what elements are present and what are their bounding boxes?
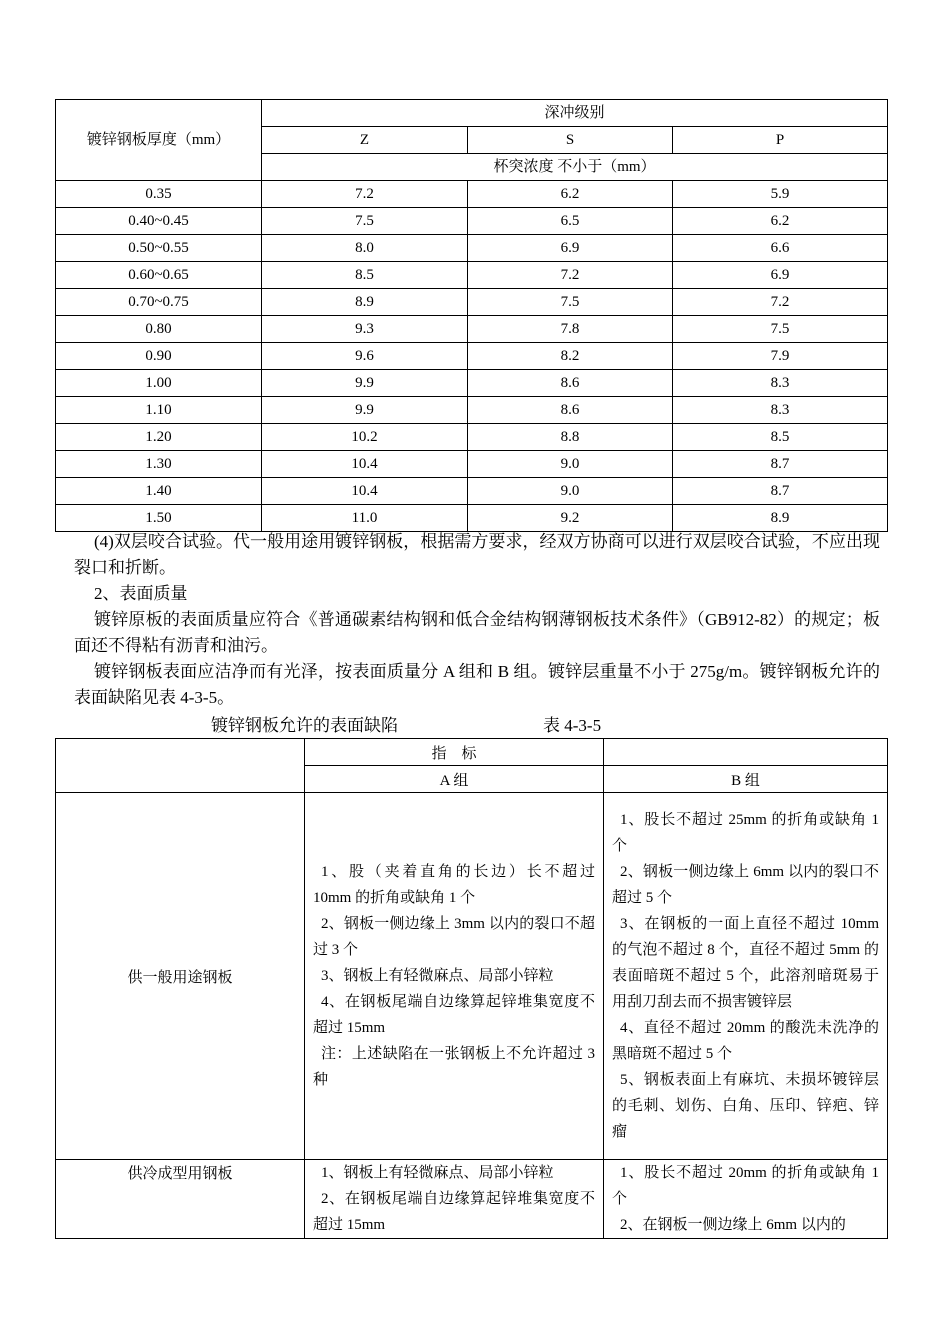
- paragraph-surface-groups: 镀锌钢板表面应洁净而有光泽，按表面质量分 A 组和 B 组。镀锌层重量不小于 275g/m。镀锌钢板允许的表面缺陷见表 4-3-5。: [74, 662, 880, 707]
- grade-p-cell: 7.9: [673, 343, 888, 370]
- table-caption-number: 表 4-3-5: [543, 716, 602, 735]
- table-row: [56, 316, 888, 343]
- indicator-header: 指 标: [305, 739, 604, 766]
- grade-p-cell: 7.2: [673, 289, 888, 316]
- defect-item: 4、直径不超过 20mm 的酸洗未洗净的黑暗斑不超过 5 个: [612, 1020, 879, 1062]
- grade-s-cell: 8.6: [468, 397, 673, 424]
- grade-p-cell: 8.3: [673, 370, 888, 397]
- defect-item: 2、在钢板尾端自边缘算起锌堆集宽度不超过 15mm: [313, 1191, 595, 1233]
- table-header-row: [56, 739, 888, 766]
- grade-s-cell: 6.2: [468, 181, 673, 208]
- table-row: [56, 1160, 888, 1239]
- grade-z-cell: 7.2: [262, 181, 468, 208]
- cold-forming-group-a-cell: [305, 1160, 604, 1239]
- table-row: [56, 262, 888, 289]
- thickness-cell: 0.40~0.45: [56, 208, 262, 235]
- thickness-cell: 0.90: [56, 343, 262, 370]
- defect-item: 1、股长不超过 20mm 的折角或缺角 1 个: [612, 1165, 879, 1207]
- grade-z-cell: 10.4: [262, 478, 468, 505]
- thickness-cell: 0.70~0.75: [56, 289, 262, 316]
- thickness-cell: 0.80: [56, 316, 262, 343]
- grade-z-cell: 11.0: [262, 505, 468, 532]
- table-row: [56, 505, 888, 532]
- table-caption-title: 镀锌钢板允许的表面缺陷: [211, 716, 398, 735]
- grade-s-cell: 7.5: [468, 289, 673, 316]
- table-row: [56, 343, 888, 370]
- grade-s-cell: 6.5: [468, 208, 673, 235]
- grade-z-cell: 8.0: [262, 235, 468, 262]
- grade-z-cell: 9.9: [262, 370, 468, 397]
- paragraph-double-seam-test: (4)双层咬合试验。代一般用途用镀锌钢板，根据需方要求，经双方协商可以进行双层咬合试验，不应出现裂口和折断。: [74, 532, 880, 577]
- grade-p-cell: 8.7: [673, 451, 888, 478]
- table-row: [56, 424, 888, 451]
- grade-z-cell: 10.4: [262, 451, 468, 478]
- grade-p-cell: 8.3: [673, 397, 888, 424]
- table-row: [56, 181, 888, 208]
- defect-item: 5、钢板表面上有麻坑、未损坏镀锌层的毛刺、划伤、白角、压印、锌疤、锌瘤: [612, 1072, 879, 1140]
- section-heading-surface-quality: 2、表面质量: [94, 584, 188, 603]
- paragraph-base-plate-quality: 镀锌原板的表面质量应符合《普通碳素结构钢和低合金结构钢薄钢板技术条件》（GB912-82）的规定；板面还不得粘有沥青和油污。: [74, 610, 880, 655]
- thickness-cell: 0.35: [56, 181, 262, 208]
- grade-z-cell: 8.5: [262, 262, 468, 289]
- indicator-header-blank: [604, 739, 888, 766]
- grade-s-cell: 6.9: [468, 235, 673, 262]
- grade-s-cell: 9.0: [468, 478, 673, 505]
- defect-item: 2、钢板一侧边缘上 6mm 以内的裂口不超过 5 个: [612, 864, 879, 906]
- defect-item: 3、在钢板的一面上直径不超过 10mm 的气泡不超过 8 个，直径不超过 5mm 的表面暗斑不超过 5 个，此溶剂暗斑易于用刮刀刮去而不损害镀锌层: [612, 916, 879, 1010]
- thickness-cell: 1.30: [56, 451, 262, 478]
- table-row: [56, 478, 888, 505]
- table-row: [56, 370, 888, 397]
- grade-s-cell: 8.8: [468, 424, 673, 451]
- table-row: [56, 235, 888, 262]
- table-row: [56, 397, 888, 424]
- thickness-cell: 0.60~0.65: [56, 262, 262, 289]
- table-header-row: [56, 100, 888, 127]
- grade-z-cell: 9.3: [262, 316, 468, 343]
- grade-p-cell: 5.9: [673, 181, 888, 208]
- grade-s-cell: 7.2: [468, 262, 673, 289]
- grade-s-cell: 7.8: [468, 316, 673, 343]
- grade-p-cell: 8.5: [673, 424, 888, 451]
- cupping-test-table: [55, 99, 888, 532]
- grade-s-cell: 8.6: [468, 370, 673, 397]
- grade-s-cell: 8.2: [468, 343, 673, 370]
- thickness-cell: 1.50: [56, 505, 262, 532]
- general-use-group-b-cell: [604, 793, 888, 1160]
- grade-p-cell: 7.5: [673, 316, 888, 343]
- table-row: [56, 208, 888, 235]
- grade-z-cell: 9.6: [262, 343, 468, 370]
- grade-s-cell: 9.2: [468, 505, 673, 532]
- row-label-cold-forming: 供冷成型用钢板: [56, 1160, 305, 1239]
- grade-z-cell: 10.2: [262, 424, 468, 451]
- grade-p-cell: 6.6: [673, 235, 888, 262]
- thickness-cell: 1.20: [56, 424, 262, 451]
- drawing-grade-header: 深冲级别: [262, 100, 888, 127]
- grade-s-header: S: [468, 127, 673, 154]
- thickness-cell: 1.10: [56, 397, 262, 424]
- grade-z-cell: 9.9: [262, 397, 468, 424]
- table-row: [56, 793, 888, 1160]
- grade-z-cell: 8.9: [262, 289, 468, 316]
- blank-header-cell: [56, 739, 305, 793]
- thickness-cell: 1.40: [56, 478, 262, 505]
- defect-item: 4、在钢板尾端自边缘算起锌堆集宽度不超过 15mm: [313, 994, 595, 1036]
- defect-item: 2、在钢板一侧边缘上 6mm 以内的: [620, 1217, 846, 1233]
- grade-p-header: P: [673, 127, 888, 154]
- grade-z-header: Z: [262, 127, 468, 154]
- general-use-group-a-cell: [305, 793, 604, 1160]
- defect-item: 1、股（夹着直角的长边）长不超过 10mm 的折角或缺角 1 个: [313, 864, 595, 906]
- row-label-general-use: 供一般用途钢板: [56, 793, 305, 1160]
- grade-p-cell: 8.7: [673, 478, 888, 505]
- grade-s-cell: 9.0: [468, 451, 673, 478]
- surface-defects-table: [55, 738, 888, 1239]
- cupping-depth-header: 杯突浓度 不小于（mm）: [262, 154, 888, 181]
- group-b-header: B 组: [604, 766, 888, 793]
- grade-z-cell: 7.5: [262, 208, 468, 235]
- grade-p-cell: 6.2: [673, 208, 888, 235]
- grade-p-cell: 8.9: [673, 505, 888, 532]
- table-row: [56, 451, 888, 478]
- thickness-cell: 0.50~0.55: [56, 235, 262, 262]
- defect-item: 2、钢板一侧边缘上 3mm 以内的裂口不超过 3 个: [313, 916, 595, 958]
- table-row: [56, 289, 888, 316]
- defect-item: 1、钢板上有轻微麻点、局部小锌粒: [321, 1165, 554, 1181]
- defect-item: 3、钢板上有轻微麻点、局部小锌粒: [321, 968, 554, 984]
- defect-item: 1、股长不超过 25mm 的折角或缺角 1 个: [612, 812, 879, 854]
- thickness-header: 镀锌钢板厚度（mm）: [56, 100, 262, 181]
- defect-note: 注：上述缺陷在一张钢板上不允许超过 3 种: [313, 1046, 595, 1088]
- grade-p-cell: 6.9: [673, 262, 888, 289]
- thickness-cell: 1.00: [56, 370, 262, 397]
- cold-forming-group-b-cell: [604, 1160, 888, 1239]
- group-a-header: A 组: [305, 766, 604, 793]
